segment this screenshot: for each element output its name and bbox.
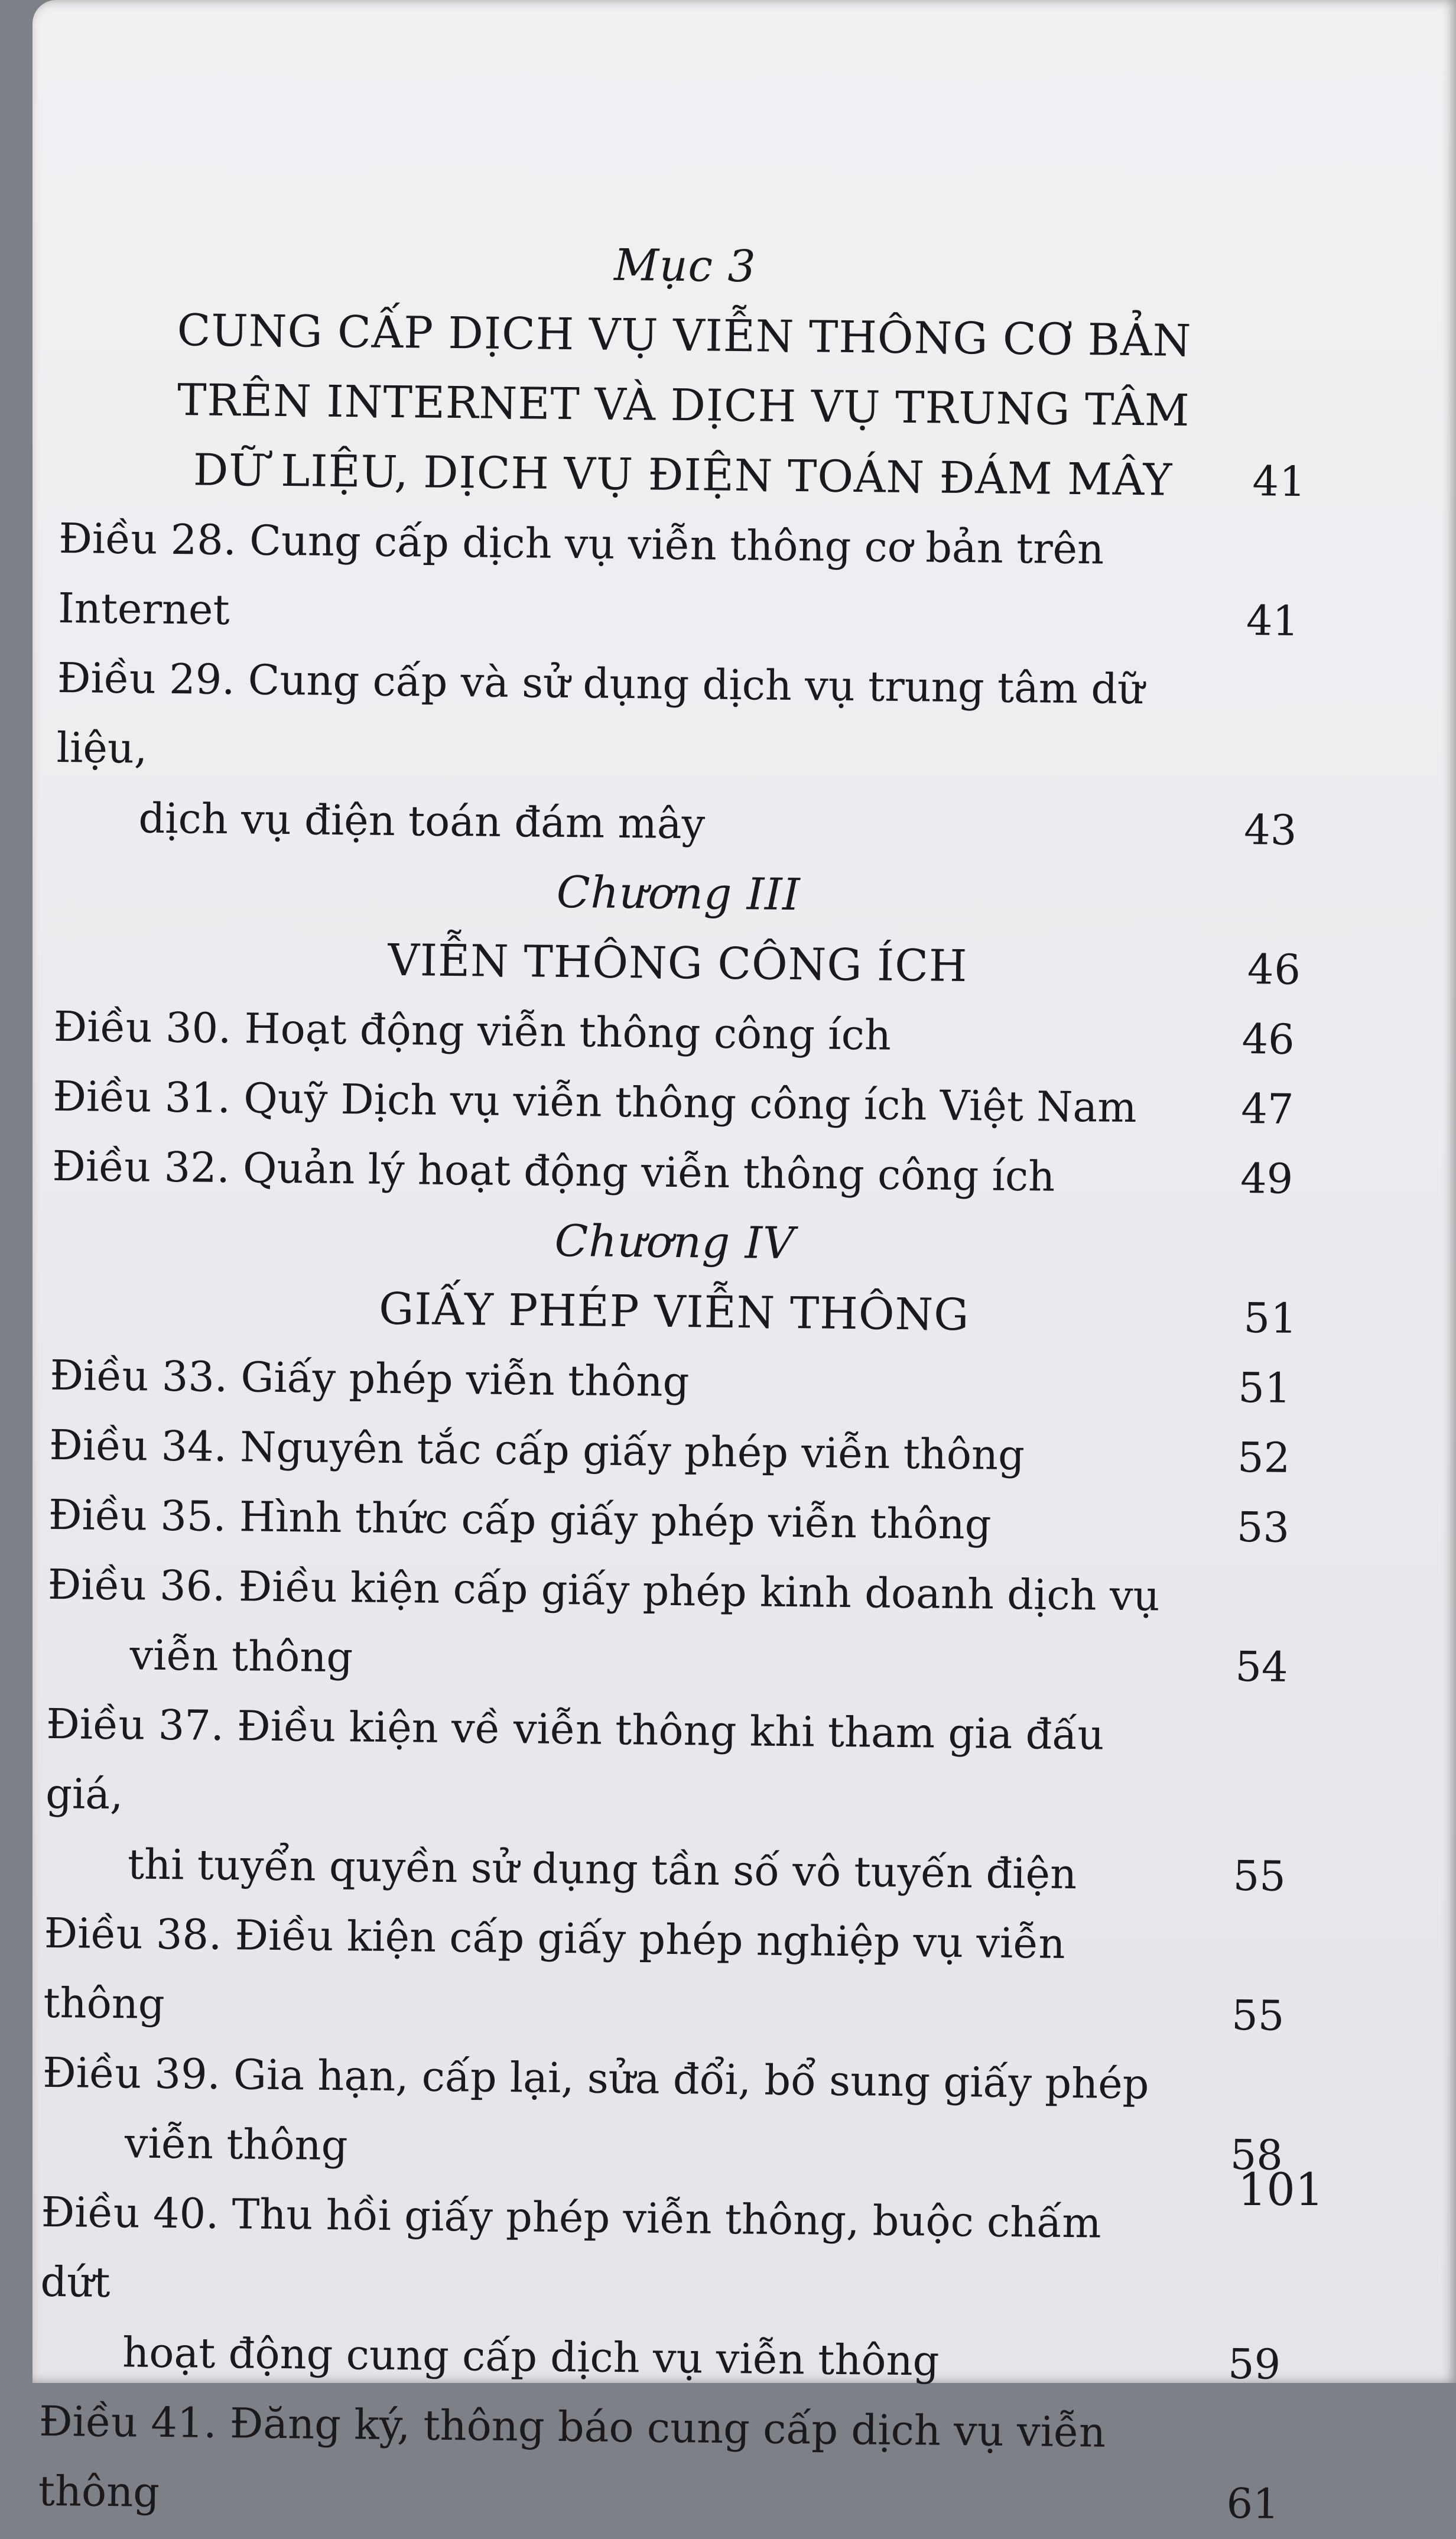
heading-text: Mục 3 (613, 239, 757, 293)
entry-title-continued: thi tuyển quyền sử dụng tần số vô tuyến điện (127, 1840, 1077, 1899)
entry-title: Điều 37. Điều kiện về viễn thông khi tham gia đấu giá, (45, 1699, 1104, 1819)
entry-title-continued: viễn thông (124, 2119, 349, 2170)
toc-entry (58, 504, 1306, 656)
entry-title: Điều 35. Hình thức cấp giấy phép viễn thông (48, 1490, 992, 1549)
entry-title: Điều 32. Quản lý hoạt động viễn thông công ích (51, 1141, 1055, 1201)
section-title (59, 434, 1306, 517)
entry-title-continued: hoạt động cung cấp dịch vụ viễn thông (122, 2328, 940, 2385)
book-page (32, 0, 1456, 2528)
entry-title: Điều 33. Giấy phép viễn thông (50, 1350, 690, 1407)
toc-entry (43, 1898, 1291, 2051)
page-ref: 61 (1226, 2479, 1280, 2528)
entry-title-continued: viễn thông (129, 1631, 353, 1682)
toc-entry (40, 2177, 1289, 2400)
page-ref: 55 (1233, 1851, 1286, 1901)
entry-title: Điều 41. Đăng ký, thông báo cung cấp dịch vụ viễn thông (38, 2397, 1106, 2517)
toc-entry (44, 1689, 1294, 1911)
section-title (60, 364, 1307, 447)
page-ref: 59 (1227, 2339, 1281, 2389)
toc-entry (49, 1410, 1296, 1493)
page-ref: 41 (1246, 596, 1299, 645)
entry-title: Điều 38. Điều kiện cấp giấy phép nghiệp vụ viễn thông (43, 1908, 1066, 2028)
toc-entry (41, 2038, 1289, 2190)
page-ref: 55 (1231, 1991, 1285, 2040)
entry-title: Điều 28. Cung cấp dịch vụ viễn thông cơ bản trên Internet (57, 514, 1104, 635)
page-ref: 47 (1240, 1084, 1294, 1134)
page-ref: 43 (1243, 806, 1297, 855)
page-ref: 58 (1230, 2130, 1283, 2180)
entry-title: Điều 39. Gia hạn, cấp lại, sửa đổi, bổ sung giấy phép (42, 2048, 1149, 2109)
toc-entry (52, 1131, 1299, 1214)
page-ref: 51 (1243, 1294, 1298, 1343)
page-ref: 46 (1247, 945, 1302, 995)
section-title (61, 294, 1308, 377)
page-ref: 41 (1252, 457, 1306, 506)
section-label (61, 225, 1309, 307)
entry-title: Điều 40. Thu hồi giấy phép viễn thông, buộc chấm dứt (40, 2187, 1102, 2307)
toc-entry (53, 992, 1301, 1074)
toc-entry (53, 1061, 1300, 1144)
heading-text: Chương III (556, 866, 801, 921)
section-title (50, 1271, 1298, 1353)
heading-text: GIẤY PHÉP VIỄN THÔNG (378, 1283, 970, 1341)
section-title (54, 922, 1301, 1005)
heading-text: DỮ LIỆU, DỊCH VỤ ĐIỆN TOÁN ĐÁM MÂY (193, 444, 1173, 506)
toc-entry (47, 1550, 1295, 1702)
heading-text: Chương IV (554, 1215, 795, 1270)
toc-entry (48, 1480, 1296, 1563)
page-ref: 49 (1240, 1154, 1294, 1203)
entry-title-continued: dịch vụ điện toán đám mây (138, 794, 706, 849)
entry-title: Điều 31. Quỹ Dịch vụ viễn thông công ích Việt Nam (53, 1072, 1138, 1132)
heading-text: TRÊN INTERNET VÀ DỊCH VỤ TRUNG TÂM (177, 375, 1190, 437)
toc-entry (50, 1340, 1297, 1423)
heading-text: VIỄN THÔNG CÔNG ÍCH (388, 934, 968, 992)
heading-text: CUNG CẤP DỊCH VỤ VIỄN THÔNG CƠ BẢN (177, 305, 1192, 367)
section-label (51, 1201, 1298, 1284)
page-ref: 52 (1237, 1433, 1291, 1482)
toc-entry (38, 2387, 1286, 2539)
toc-entry (56, 643, 1305, 865)
entry-title: Điều 30. Hoạt động viễn thông công ích (53, 1002, 892, 1060)
entry-title: Điều 29. Cung cấp và sử dụng dịch vụ trung tâm dữ liệu, (56, 653, 1145, 773)
page-ref: 54 (1235, 1642, 1288, 1691)
page-ref: 53 (1236, 1502, 1290, 1552)
section-label (55, 852, 1302, 935)
page-ref: 51 (1237, 1363, 1291, 1413)
entry-title: Điều 34. Nguyên tắc cấp giấy phép viễn thông (48, 1420, 1025, 1480)
entry-title: Điều 36. Điều kiện cấp giấy phép kinh doanh dịch vụ (47, 1560, 1161, 1621)
table-of-contents (38, 225, 1309, 2539)
page-ref: 46 (1242, 1014, 1295, 1064)
page-number: 101 (1238, 2163, 1324, 2216)
